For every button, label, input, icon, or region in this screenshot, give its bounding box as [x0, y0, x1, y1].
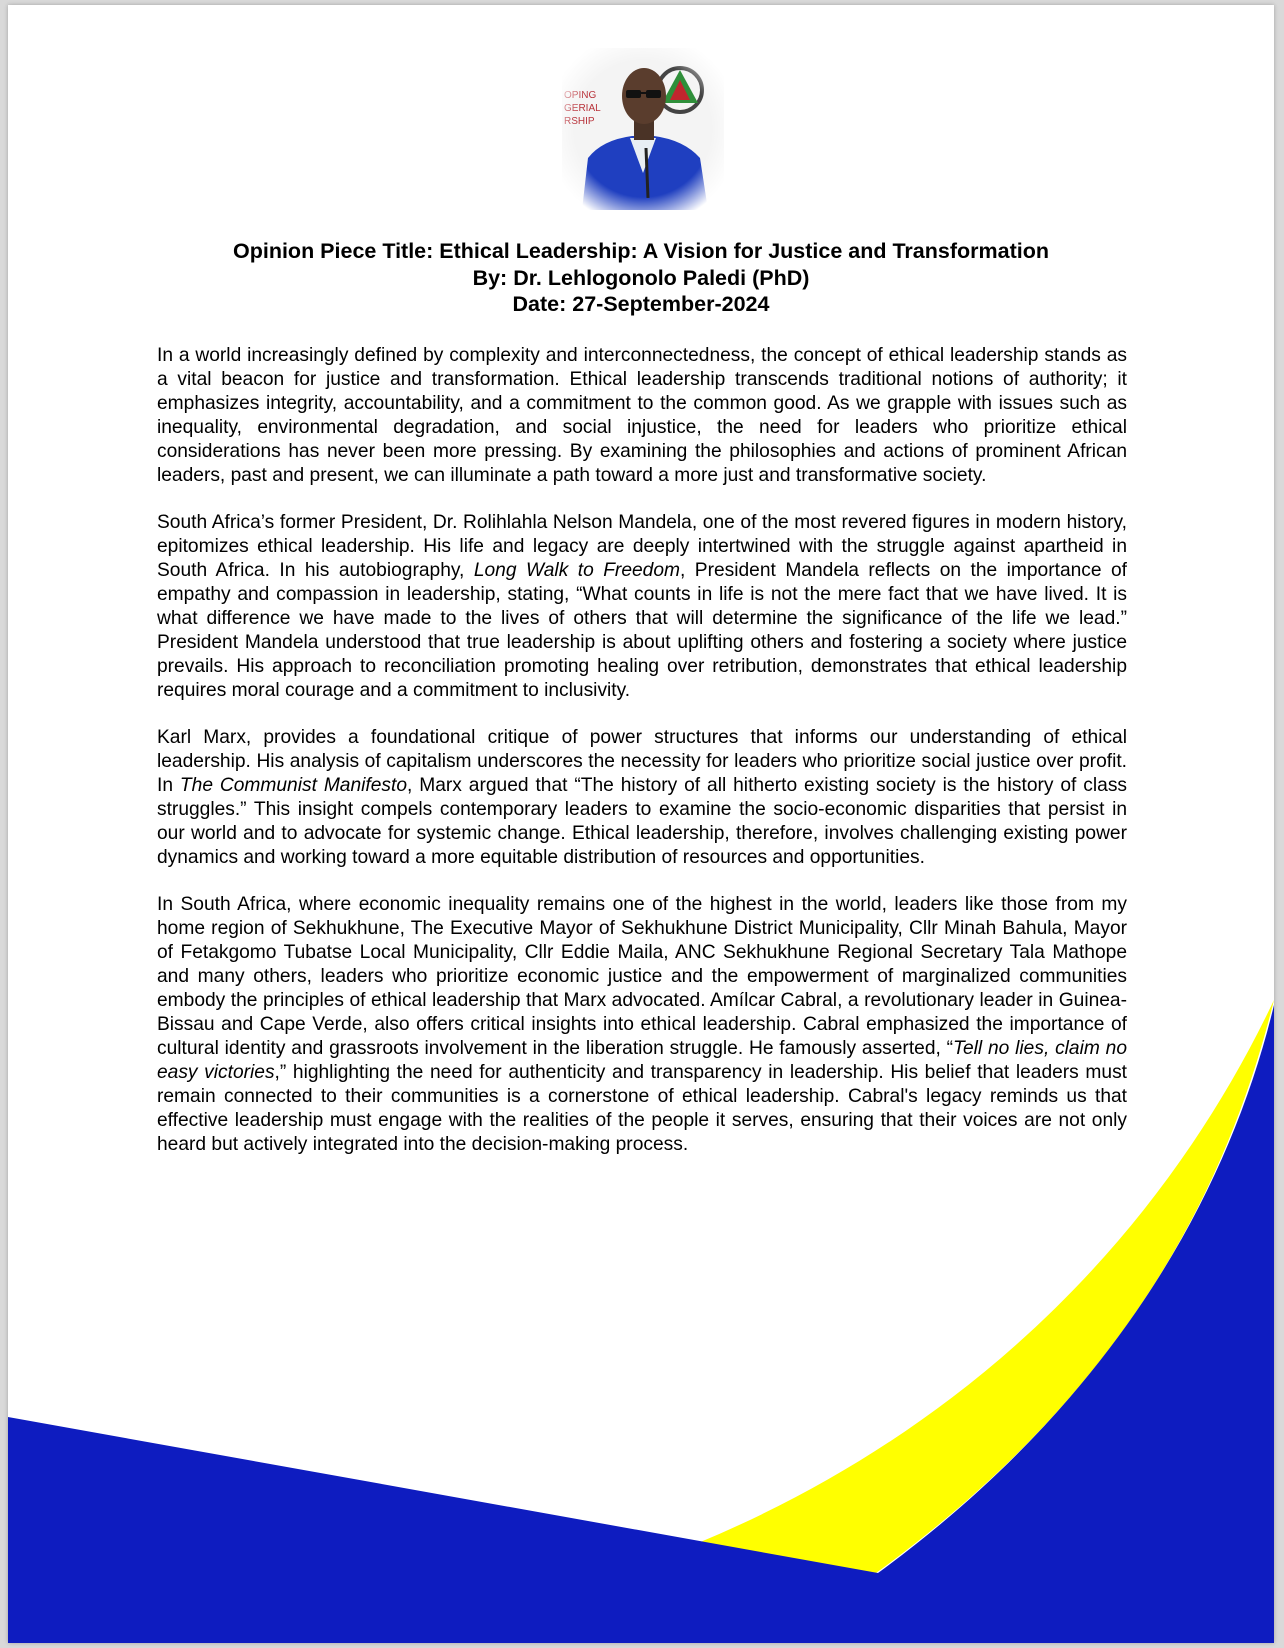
article-title: Opinion Piece Title: Ethical Leadership: A Vision for Justice and Transformation [233, 239, 1049, 263]
article-byline: By: Dr. Lehlogonolo Paledi (PhD) [472, 265, 810, 290]
paragraph-1: In a world increasingly defined by complexity and interconnectedness, the concept of ethical leadership stands as a vital beacon for justice and transformation. Ethical leadership transcends traditional notions of authority; it emphasizes integrity, accountability, and a commitment to the common good. As we grapple with issues such as inequality, environmental degradation, and social injustice, the need for leaders who prioritize ethical considerations has never been more pressing. By examining the philosophies and actions of prominent African leaders, past and present, we can illuminate a path toward a more just and transformative society. [157, 345, 1127, 486]
book-title-long-walk: Long Walk to Freedom [473, 560, 680, 581]
article-header [8, 238, 1274, 318]
article-date: Date: 27-September-2024 [512, 292, 770, 316]
paragraph-2: South Africa’s former President, Dr. Rolihlahla Nelson Mandela, one of the most revered figures in modern history, epitomizes ethical leadership. His life and legacy are deeply intertwined with the struggle against apartheid in South Africa. In his autobiography, Long Walk to Freedom, President Mandela reflects on the importance of empathy and compassion in leadership, stating, “What counts in life is not the mere fact that we have lived. It is what difference we have made to the lives of others that will determine the significance of the life we lead.” President Mandela understood that true leadership is about uplifting others and fostering a society where justice prevails. His approach to reconciliation promoting healing over retribution, demonstrates that ethical leadership requires moral courage and a commitment to inclusivity. [157, 512, 1128, 701]
author-photo [562, 48, 724, 210]
article-body [157, 344, 1127, 1180]
paragraph-4: In South Africa, where economic inequality remains one of the highest in the world, leaders like those from my home region of Sekhukhune, The Executive Mayor of Sekhukhune District Municipality, Cllr Minah Bahula, Mayor of Fetakgomo Tubatse Local Municipality, Cllr Eddie Maila, ANC Sekhukhune Regional Secretary Tala Mathope and many others, leaders who prioritize economic justice and the empowerment of marginalized communities embody the principles of ethical leadership that Marx advocated. Amílcar Cabral, a revolutionary leader in Guinea-Bissau and Cape Verde, also offers critical insights into ethical leadership. Cabral emphasized the importance of cultural identity and grassroots involvement in the liberation struggle. He famously asserted, “Tell no lies, claim no easy victories,” highlighting the need for authenticity and transparency in leadership. His belief that leaders must remain connected to their communities is a cornerstone of ethical leadership. Cabral's legacy reminds us that effective leadership must engage with the realities of the people it serves, ensuring that their voices are not only heard but actively integrated into the decision-making process. [157, 894, 1128, 1155]
document-page [8, 5, 1274, 1643]
paragraph-3: Karl Marx, provides a foundational critique of power structures that informs our understanding of ethical leadership. His analysis of capitalism underscores the necessity for leaders who prioritize social justice over profit. In The Communist Manifesto, Marx argued that “The history of all hitherto existing society is the history of class struggles.” This insight compels contemporary leaders to examine the socio-economic disparities that persist in our world and to advocate for systemic change. Ethical leadership, therefore, involves challenging existing power dynamics and working toward a more equitable distribution of resources and opportunities. [157, 727, 1128, 868]
book-title-communist-manifesto: The Communist Manifesto [179, 775, 408, 796]
cabral-quote: Tell no lies, claim no easy victories [157, 1038, 1128, 1083]
